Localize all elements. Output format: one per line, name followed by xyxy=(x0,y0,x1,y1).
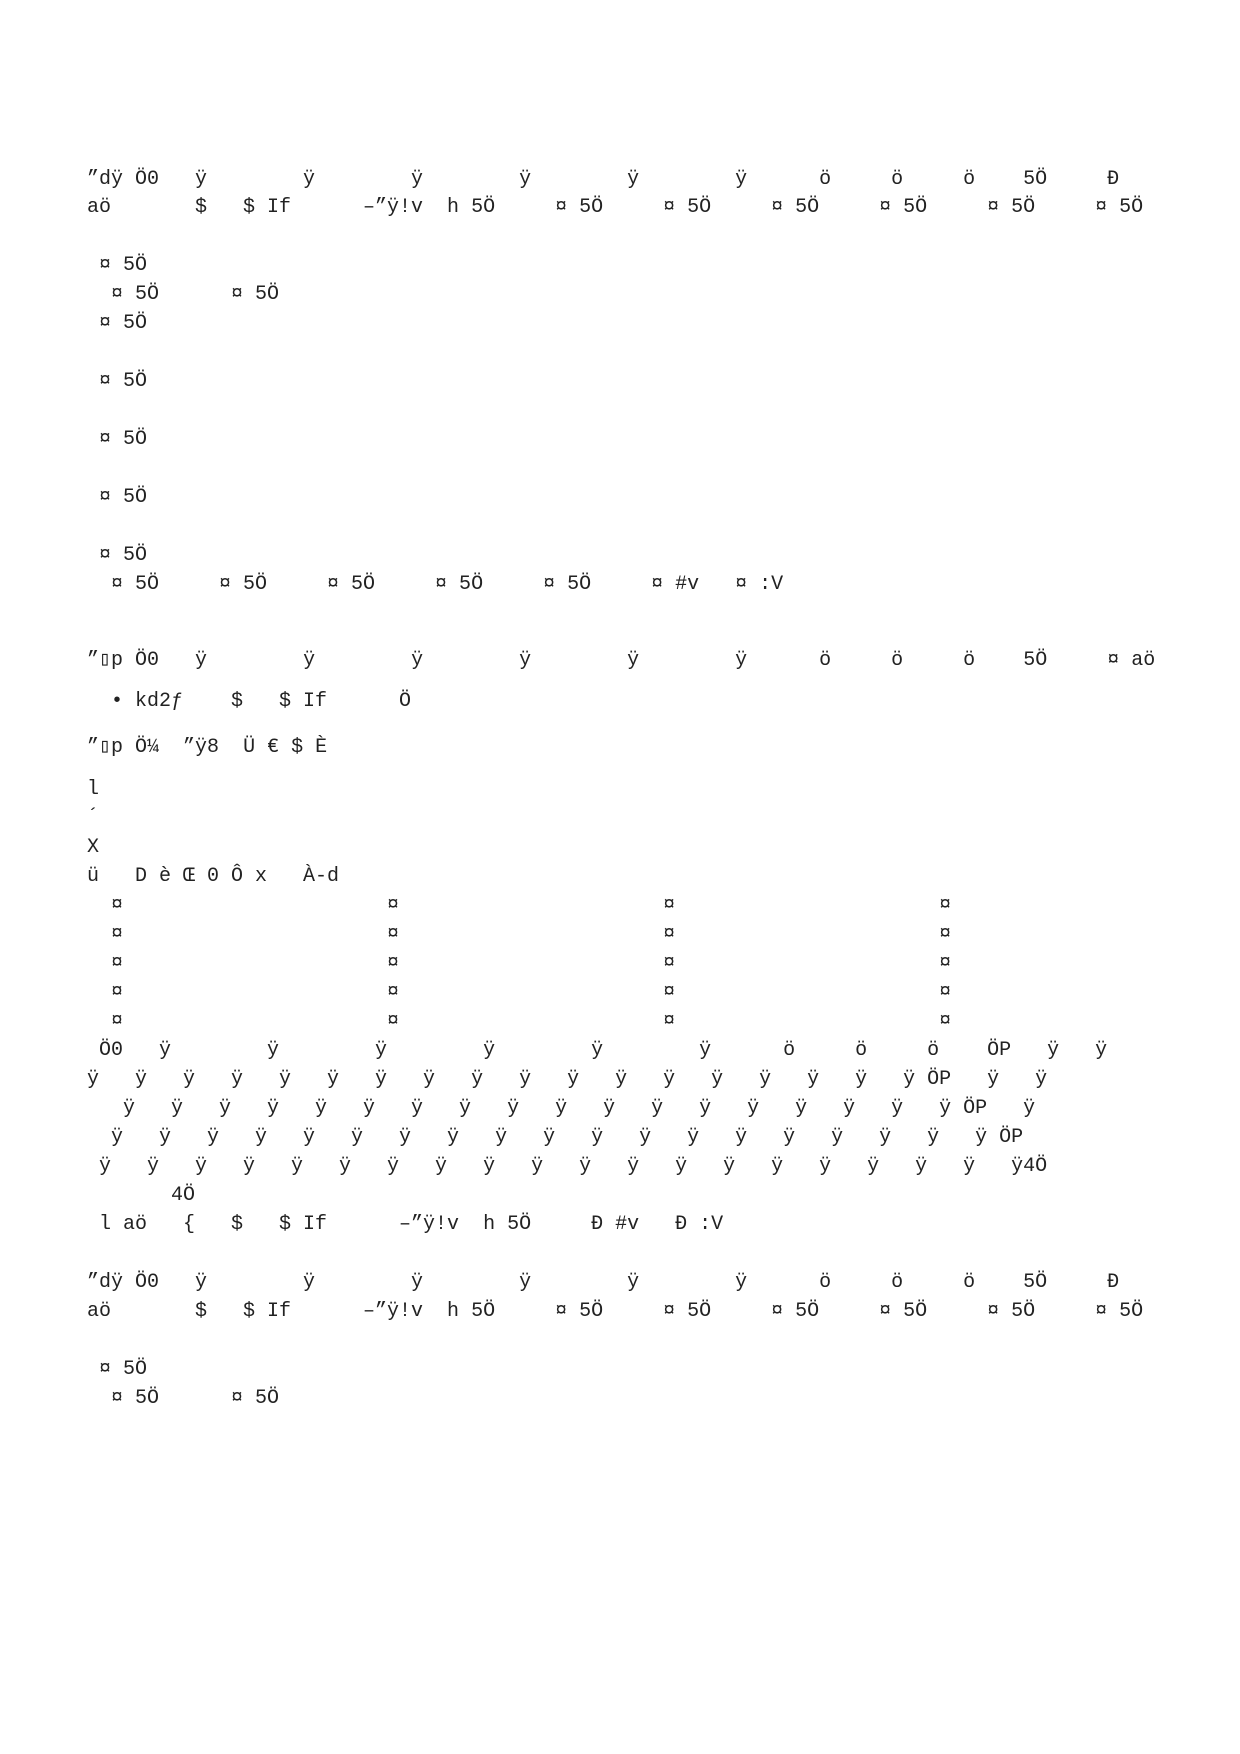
text-line: ”dÿ Ö0 ÿ ÿ ÿ ÿ ÿ ÿ ö ö ö 5Ö Ð xyxy=(87,1271,1120,1294)
text-line: ´ xyxy=(87,806,100,829)
text-line: ¤ ¤ ¤ ¤ xyxy=(87,923,952,946)
text-line: aö $ $ If –”ÿ!v h 5Ö ¤ 5Ö ¤ 5Ö ¤ 5Ö ¤ 5Ö ¤ 5Ö ¤ 5Ö xyxy=(87,196,1144,219)
text-line: ¤ 5Ö xyxy=(87,544,148,567)
text-line: Ö0 ÿ ÿ ÿ ÿ ÿ ÿ ö ö ö ÖP ÿ ÿ xyxy=(87,1039,1108,1062)
text-line: ”▯p Ö¼ ”ÿ8 Ü € $ È xyxy=(87,736,328,759)
text-line: ÿ ÿ ÿ ÿ ÿ ÿ ÿ ÿ ÿ ÿ ÿ ÿ ÿ ÿ ÿ ÿ ÿ ÿ ÿ ÿ4Ö xyxy=(87,1155,1048,1178)
text-line: ”dÿ Ö0 ÿ ÿ ÿ ÿ ÿ ÿ ö ö ö 5Ö Ð xyxy=(87,168,1120,191)
text-line: ¤ 5Ö xyxy=(87,1358,148,1381)
text-line: ¤ 5Ö xyxy=(87,486,148,509)
text-line: ¤ 5Ö xyxy=(87,312,148,335)
text-line: ¤ ¤ ¤ ¤ xyxy=(87,981,952,1004)
text-line: ÿ ÿ ÿ ÿ ÿ ÿ ÿ ÿ ÿ ÿ ÿ ÿ ÿ ÿ ÿ ÿ ÿ ÿ ÖP ÿ ÿ xyxy=(87,1068,1048,1091)
text-line: ¤ ¤ ¤ ¤ xyxy=(87,894,952,917)
text-line: l aö { $ $ If –”ÿ!v h 5Ö Ð #v Ð :V xyxy=(87,1213,724,1236)
text-line: ”▯p Ö0 ÿ ÿ ÿ ÿ ÿ ÿ ö ö ö 5Ö ¤ aö xyxy=(87,649,1156,672)
text-line: ¤ 5Ö xyxy=(87,254,148,277)
text-line: ¤ 5Ö ¤ 5Ö xyxy=(87,1387,280,1410)
text-line: ÿ ÿ ÿ ÿ ÿ ÿ ÿ ÿ ÿ ÿ ÿ ÿ ÿ ÿ ÿ ÿ ÿ ÿ ÖP ÿ xyxy=(87,1097,1036,1120)
text-line: ¤ 5Ö xyxy=(87,370,148,393)
text-line: ¤ 5Ö xyxy=(87,428,148,451)
text-line: ¤ ¤ ¤ ¤ xyxy=(87,1010,952,1033)
text-line: l xyxy=(87,778,100,801)
text-line: ¤ 5Ö ¤ 5Ö xyxy=(87,283,280,306)
text-line: ¤ ¤ ¤ ¤ xyxy=(87,952,952,975)
text-line: ÿ ÿ ÿ ÿ ÿ ÿ ÿ ÿ ÿ ÿ ÿ ÿ ÿ ÿ ÿ ÿ ÿ ÿ ÿ ÖP xyxy=(87,1126,1024,1149)
text-line: 4Ö xyxy=(87,1184,196,1207)
text-line: • kd2ƒ $ $ If Ö xyxy=(87,690,412,713)
text-line: X xyxy=(87,836,100,859)
text-line: ¤ 5Ö ¤ 5Ö ¤ 5Ö ¤ 5Ö ¤ 5Ö ¤ #v ¤ :V xyxy=(87,573,784,596)
text-line: ü D è Œ 0 Ô x À-d xyxy=(87,865,340,888)
text-line: aö $ $ If –”ÿ!v h 5Ö ¤ 5Ö ¤ 5Ö ¤ 5Ö ¤ 5Ö ¤ 5Ö ¤ 5Ö xyxy=(87,1300,1144,1323)
